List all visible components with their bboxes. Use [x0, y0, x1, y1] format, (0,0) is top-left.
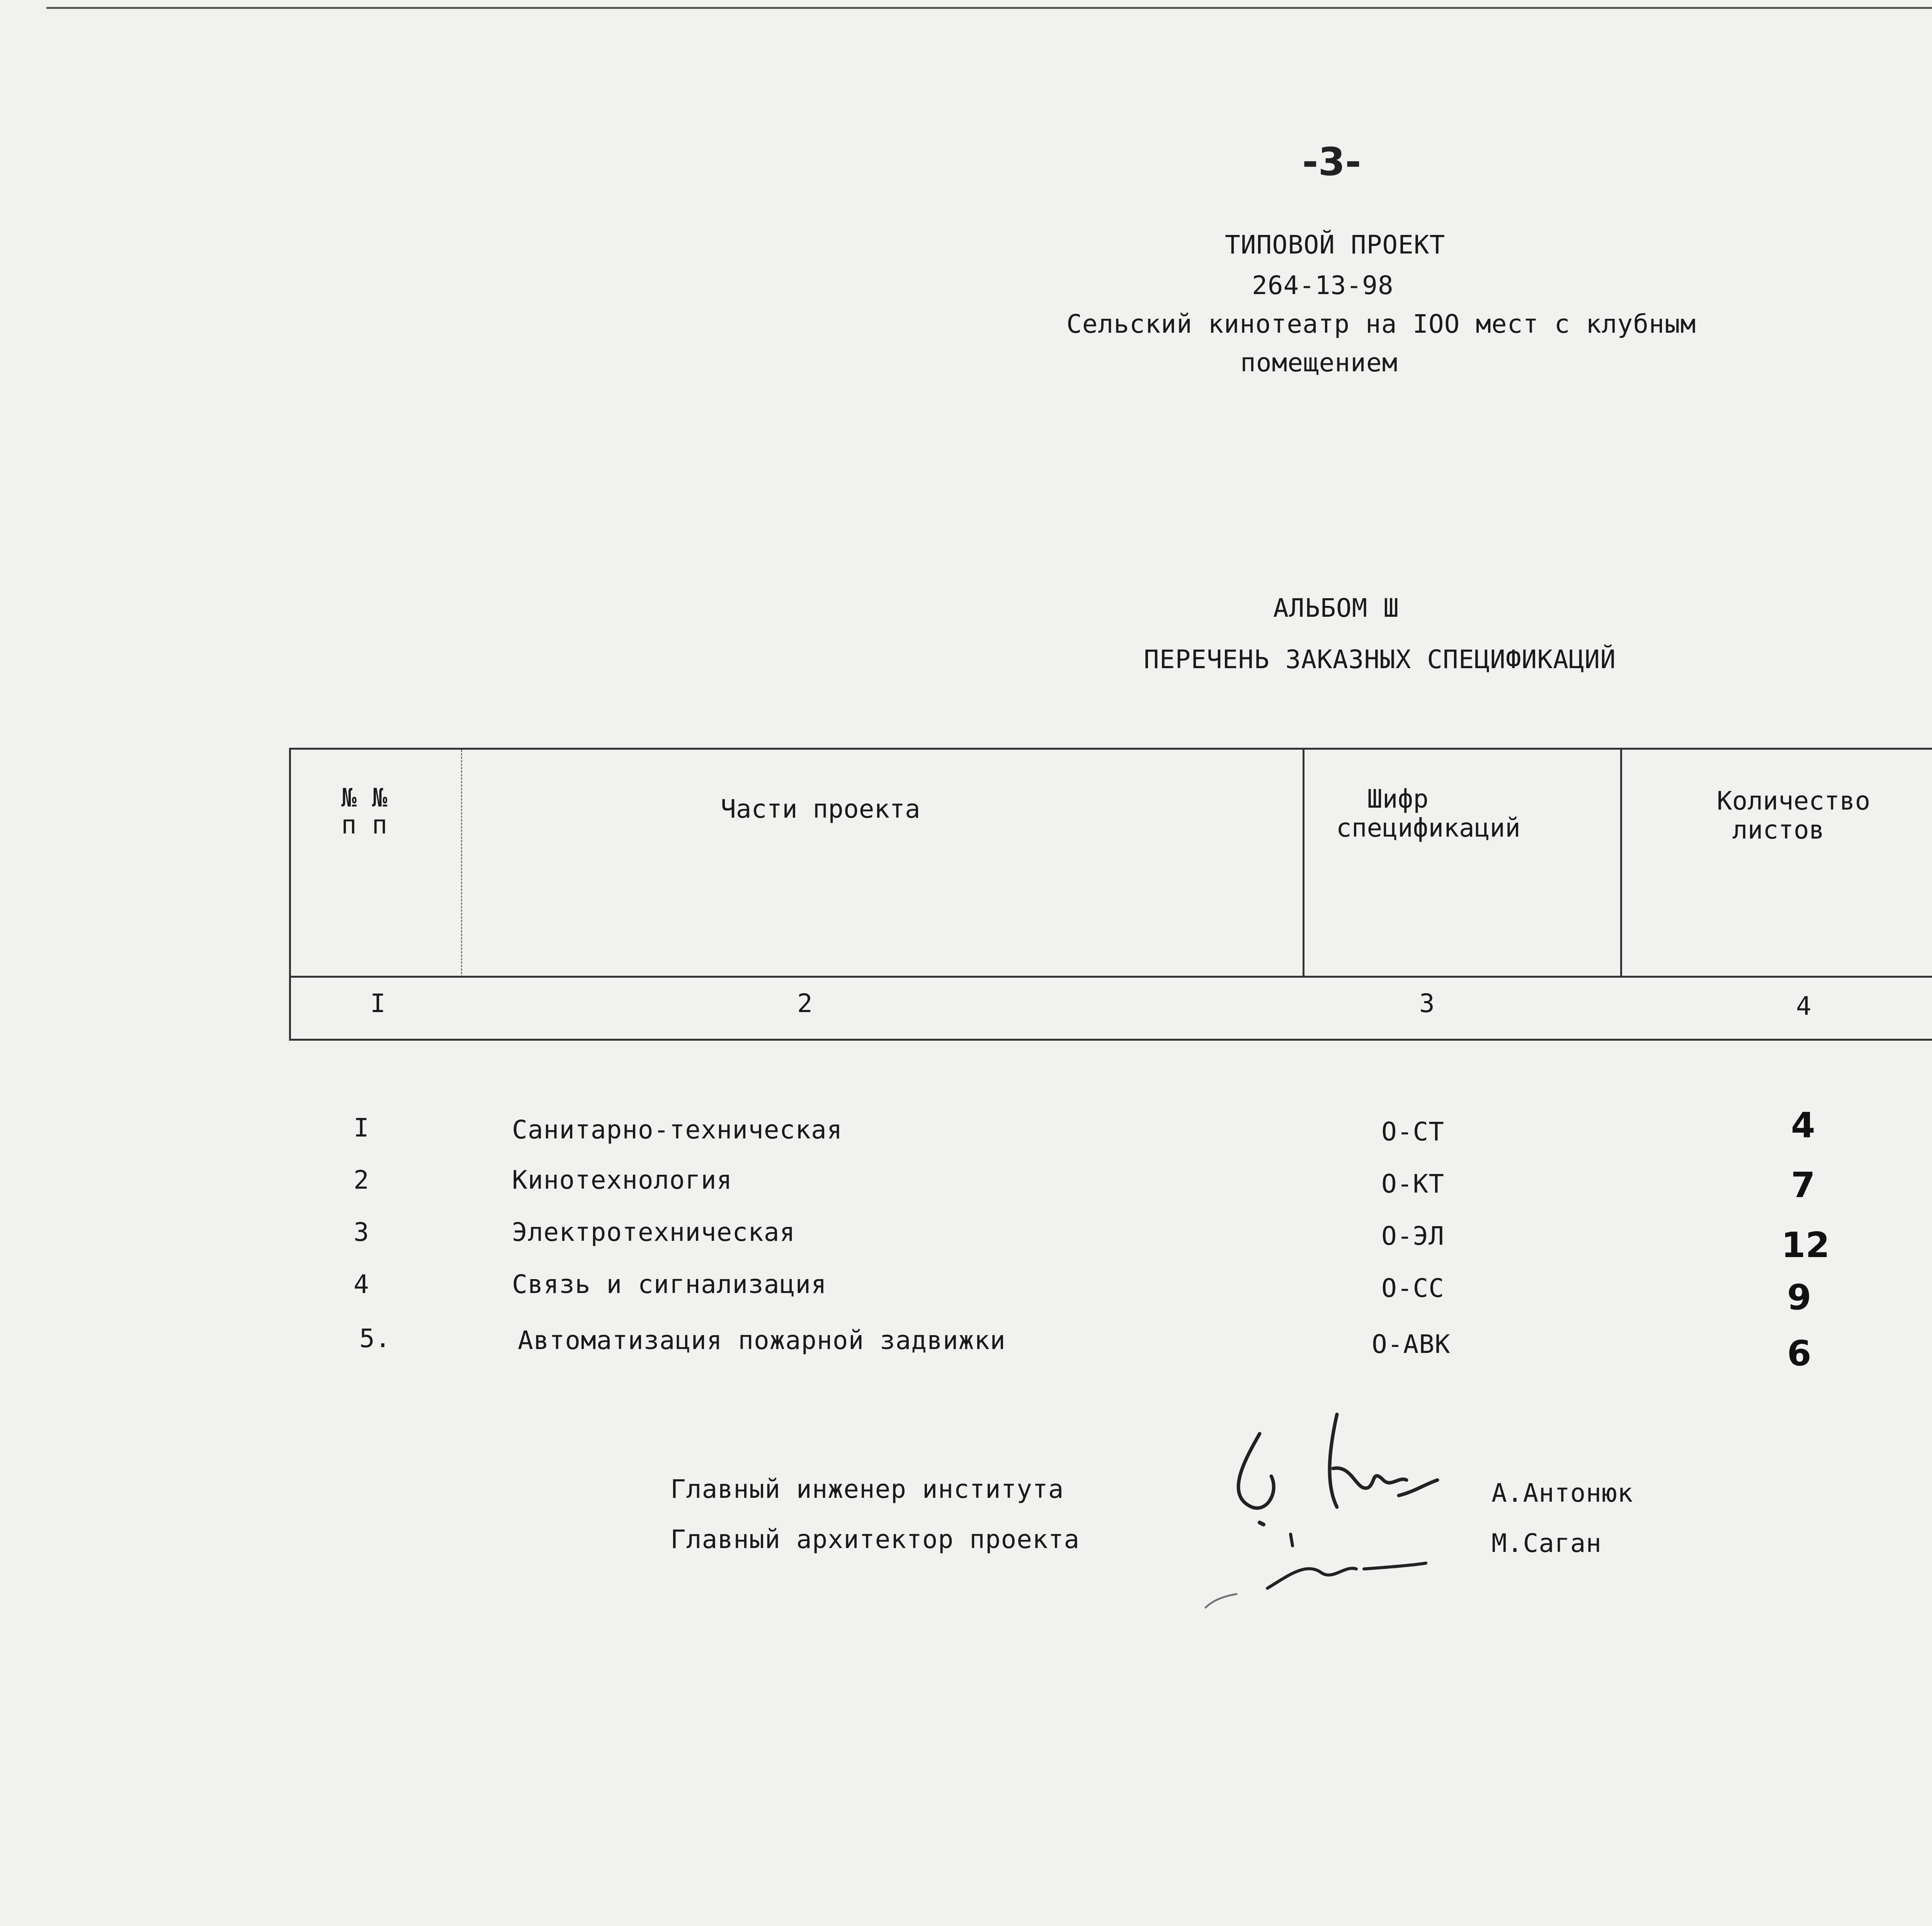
column-number: 4 — [1796, 991, 1811, 1021]
header-num-line1: № № — [341, 783, 388, 813]
chief-architect-title: Главный архитектор проекта — [670, 1524, 1080, 1554]
signature-stroke — [1330, 1414, 1437, 1507]
page-number: -3- — [1302, 139, 1361, 184]
row-sheets: 6 — [1787, 1333, 1811, 1374]
project-number: 264-13-98 — [1252, 271, 1394, 300]
row-code: О-ЭЛ — [1381, 1221, 1444, 1251]
row-part: Электротехническая — [512, 1217, 796, 1247]
column-number: 2 — [797, 989, 813, 1018]
signature-stroke — [1206, 1594, 1236, 1608]
column-number: I — [370, 989, 386, 1018]
row-number: 2 — [354, 1165, 369, 1195]
row-part: Связь и сигнализация — [512, 1269, 827, 1299]
column-divider — [1303, 750, 1304, 978]
signature-stroke — [1260, 1523, 1264, 1524]
header-num-line2: п п — [341, 810, 388, 840]
row-number: I — [354, 1113, 369, 1143]
header-sheets-line1: Количество — [1717, 786, 1871, 816]
row-code: О-СС — [1381, 1273, 1444, 1303]
row-code: О-СТ — [1381, 1117, 1444, 1147]
page-edge-top — [46, 7, 1932, 9]
row-sheets: 4 — [1791, 1105, 1815, 1146]
title-line-4: помещением — [1240, 348, 1398, 378]
album-subtitle: ПЕРЕЧЕНЬ ЗАКАЗНЫХ СПЕЦИФИКАЦИЙ — [1144, 645, 1616, 674]
header-sheets-line2: листов — [1732, 815, 1825, 845]
row-part: Кинотехнология — [512, 1165, 733, 1195]
header-code-line2: спецификаций — [1336, 813, 1520, 843]
header-divider — [291, 976, 1932, 978]
row-sheets: 7 — [1791, 1165, 1815, 1206]
chief-architect-name: М.Саган — [1492, 1528, 1602, 1558]
title-line-3: Сельский кинотеатр на IOO мест с клубным — [1066, 309, 1696, 339]
row-part: Автоматизация пожарной задвижки — [518, 1325, 1006, 1355]
row-number: 4 — [354, 1269, 369, 1299]
column-number: 3 — [1419, 989, 1435, 1018]
album-label: АЛЬБОМ Ш — [1273, 593, 1399, 623]
row-number: 3 — [354, 1217, 369, 1247]
row-code: О-АВК — [1372, 1329, 1451, 1359]
row-sheets: 12 — [1781, 1225, 1830, 1266]
spec-table-header — [289, 748, 1932, 1041]
row-number: 5. — [359, 1324, 391, 1353]
row-sheets: 9 — [1787, 1277, 1811, 1318]
handwritten-signatures — [1190, 1407, 1468, 1623]
title-line-1: ТИПОВОЙ ПРОЕКТ — [1225, 230, 1446, 260]
header-num — [341, 784, 387, 839]
row-code: О-КТ — [1381, 1169, 1444, 1199]
header-code — [1336, 784, 1520, 842]
chief-engineer-name: А.Антонюк — [1492, 1478, 1633, 1508]
signature-stroke — [1267, 1534, 1426, 1588]
header-code-line1: Шифр — [1367, 784, 1429, 814]
row-part: Санитарно-техническая — [512, 1115, 843, 1145]
chief-engineer-title: Главный инженер института — [670, 1474, 1064, 1504]
column-divider — [461, 750, 462, 978]
signature-stroke — [1238, 1434, 1274, 1508]
header-parts: Части проекта — [721, 794, 920, 824]
header-sheets — [1717, 786, 1870, 844]
column-divider — [1620, 750, 1622, 978]
